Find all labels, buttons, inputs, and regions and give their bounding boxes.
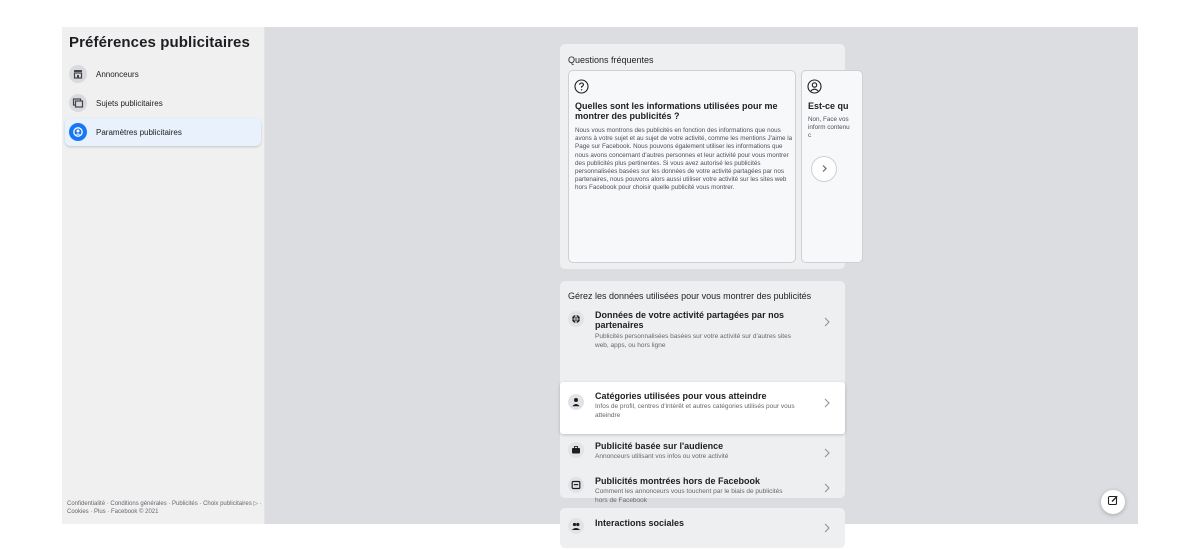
faq-heading: Questions fréquentes	[568, 55, 654, 65]
sidebar	[62, 27, 265, 524]
faq-card[interactable]	[801, 70, 863, 263]
row-subtitle: Infos de profil, centres d'intérêt et autres catégories utilisés pour vous atteindre	[595, 403, 795, 419]
sidebar-item-annonceurs[interactable]	[65, 60, 261, 88]
sidebar-title: Préférences publicitaires	[69, 34, 250, 51]
chevron-right-icon	[823, 520, 831, 538]
social-section[interactable]	[560, 508, 845, 548]
row-subtitle: Comment les annonceurs vous touchent par le biais de publicités hors de Facebook	[595, 488, 783, 504]
sidebar-footer-links[interactable]: Confidentialité · Conditions générales · Publicités · Choix publicitaires ▷ · Cookies · Plus · Facebook © 2021	[67, 501, 262, 515]
row-subtitle: Annonceurs utilisant vos infos ou votre activité	[595, 453, 729, 460]
chevron-right-icon	[823, 445, 831, 463]
manage-data-section	[560, 281, 845, 504]
sidebar-item-parametres[interactable]	[65, 118, 261, 146]
sidebar-item-sujets[interactable]	[65, 89, 261, 117]
row-subtitle: Publicités personnalisées basées sur votre activité sur d'autres sites web, apps, ou hors ligne	[595, 333, 791, 349]
row-title: Données de votre activité partagées par nos partenaires	[595, 310, 785, 330]
manage-row-partners[interactable]	[560, 307, 845, 359]
briefcase-icon	[568, 442, 584, 458]
manage-row-categories[interactable]	[560, 382, 845, 434]
person-icon	[568, 394, 584, 410]
row-title: Catégories utilisées pour vous atteindre	[595, 391, 767, 401]
sidebar-item-label: Annonceurs	[96, 69, 139, 79]
screen-icon	[568, 477, 584, 493]
row-title: Publicité basée sur l'audience	[595, 441, 724, 451]
manage-heading: Gérez les données utilisées pour vous montrer des publicités	[568, 291, 812, 301]
row-title: Publicités montrées hors de Facebook	[595, 476, 761, 486]
chevron-right-icon	[823, 314, 831, 332]
manage-row-off-facebook[interactable]	[560, 472, 845, 508]
question-icon	[574, 79, 589, 94]
faq-card-body: Nous vous montrons des publicités en fonction des informations que nous avons à votre sujet et au sujet de votre activité, comme les mentions J'aime la Page sur Facebook. Nous pouvons également utiliser les informations que nous avons concernant d'autres personnes et leur activité pour vous montrer des publicités plus pertinentes. Si vous avez autorisé les publicités personnalisées basées sur les données de votre activité partagées par nos partenaires, nous pouvons alors aussi utiliser votre activité sur les sites web hors Facebook pour choisir quelle publicité vous montrer.	[575, 127, 793, 192]
chevron-right-icon	[823, 480, 831, 498]
faq-card-title: Quelles sont les informations utilisées pour me montrer des publicités ?	[575, 101, 778, 121]
faq-section	[560, 44, 850, 269]
next-button[interactable]	[811, 156, 837, 182]
chevron-right-icon	[820, 160, 829, 178]
storefront-icon	[69, 65, 87, 83]
topics-icon	[69, 94, 87, 112]
edit-icon	[1107, 493, 1119, 511]
person-circle-icon	[807, 79, 822, 94]
settings-icon	[69, 123, 87, 141]
faq-card-body: Non, Face vos inform contenu c	[808, 116, 850, 140]
faq-card-title: Est-ce qu	[808, 101, 849, 111]
faq-card[interactable]	[568, 70, 796, 263]
sidebar-item-label: Sujets publicitaires	[96, 98, 163, 108]
people-icon	[568, 518, 584, 534]
sidebar-item-label: Paramètres publicitaires	[96, 127, 182, 137]
manage-row-audience[interactable]	[560, 437, 845, 465]
chevron-right-icon	[823, 395, 831, 413]
app-frame	[62, 27, 1138, 528]
edit-button[interactable]	[1101, 490, 1125, 514]
row-title: Interactions sociales	[595, 518, 685, 528]
globe-icon	[568, 311, 584, 327]
